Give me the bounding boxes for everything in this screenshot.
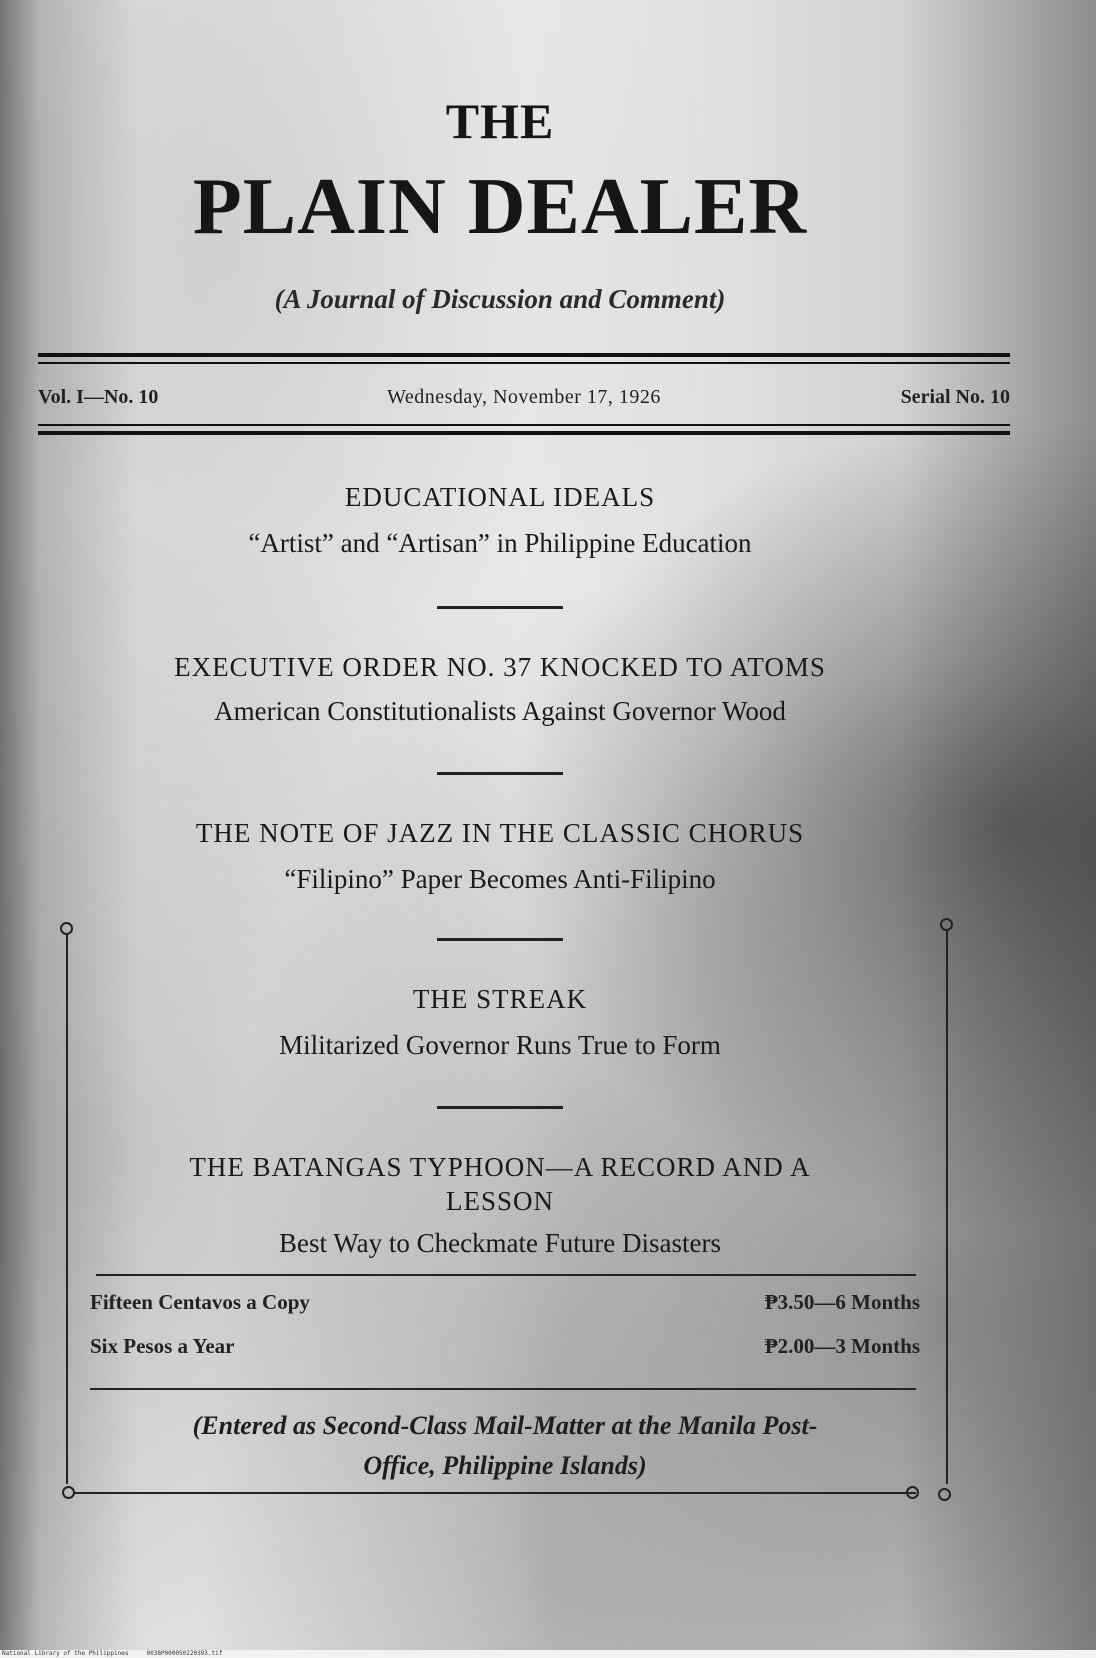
- bottom-rule-thick: [38, 431, 1010, 435]
- bottom-rule-thin: [38, 424, 1010, 426]
- article-divider: [437, 606, 563, 609]
- article-3-subheadline: “Filipino” Paper Becomes Anti-Filipino: [284, 864, 716, 894]
- mail-entry-notice: [90, 1406, 920, 1486]
- article-5-subheadline: Best Way to Checkmate Future Disasters: [279, 1228, 721, 1258]
- price-per-copy: Fifteen Centavos a Copy: [90, 1290, 310, 1314]
- article-4-subheadline: Militarized Governor Runs True to Form: [279, 1030, 721, 1060]
- masthead-subtitle: (A Journal of Discussion and Comment): [274, 284, 726, 314]
- article-2-subheadline: American Constitutionalists Against Governor Wood: [214, 696, 786, 726]
- article-5-headline-line2: LESSON: [445, 1186, 554, 1216]
- price-per-year: Six Pesos a Year: [90, 1334, 235, 1358]
- pricing-row: [90, 1290, 920, 1334]
- masthead-the: THE: [445, 93, 555, 149]
- mail-entry-line-1: (Entered as Second-Class Mail-Matter at the Manila Post-: [192, 1411, 818, 1440]
- pricing-row: [90, 1334, 920, 1378]
- frame-right-line: [946, 930, 948, 1484]
- frame-corner-ornament: [62, 1486, 75, 1499]
- masthead-title: PLAIN DEALER: [192, 163, 808, 251]
- article-1-subheadline: “Artist” and “Artisan” in Philippine Education: [248, 528, 752, 558]
- pricing-bottom-rule: [90, 1388, 916, 1390]
- frame-corner-ornament: [906, 1486, 919, 1499]
- article-5-headline-line1: THE BATANGAS TYPHOON—A RECORD AND A: [189, 1152, 811, 1182]
- article-divider: [437, 772, 563, 775]
- pricing-top-rule: [96, 1274, 916, 1276]
- article-4-headline: THE STREAK: [412, 984, 588, 1014]
- price-three-months: ₱2.00—3 Months: [764, 1334, 920, 1358]
- article-1-headline: EDUCATIONAL IDEALS: [344, 482, 656, 512]
- price-six-months: ₱3.50—6 Months: [764, 1290, 920, 1314]
- article-divider: [437, 938, 563, 941]
- volume-number: Vol. I—No. 10: [38, 386, 159, 408]
- top-rule-thick: [38, 353, 1010, 357]
- article-2-headline: EXECUTIVE ORDER NO. 37 KNOCKED TO ATOMS: [174, 652, 826, 682]
- article-3-headline: THE NOTE OF JAZZ IN THE CLASSIC CHORUS: [195, 818, 805, 848]
- serial-number: Serial No. 10: [900, 386, 1010, 408]
- frame-corner-ornament: [938, 1488, 951, 1501]
- issue-bar: [38, 386, 1010, 418]
- mail-entry-line-2: Office, Philippine Islands): [363, 1451, 647, 1480]
- scan-footer-text: National Library of the Philippines 0038P000050220393.tif: [2, 1650, 223, 1657]
- pricing-block: [90, 1290, 920, 1378]
- frame-bottom-line: [74, 1492, 916, 1494]
- top-rule-thin: [38, 362, 1010, 364]
- issue-date: Wednesday, November 17, 1926: [387, 386, 661, 408]
- article-divider: [437, 1106, 563, 1109]
